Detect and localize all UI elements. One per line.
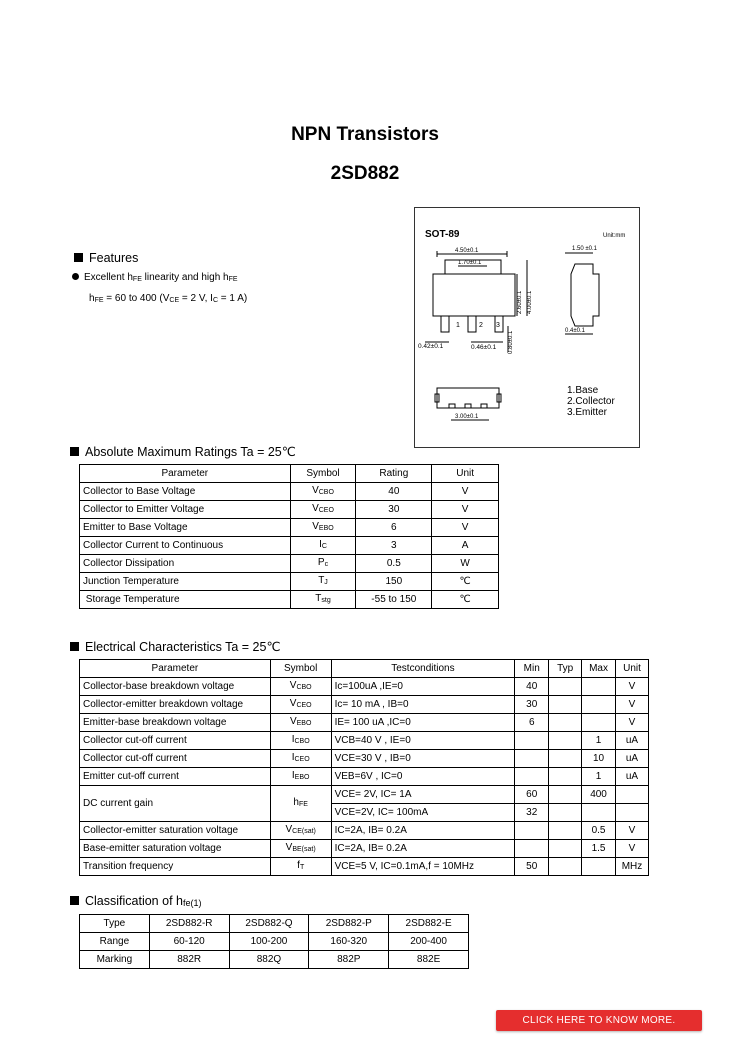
table-cell [515,768,549,786]
table-cell: VCE=2V, IC= 100mA [331,804,515,822]
table-cell: Emitter cut-off current [80,768,271,786]
table-cell: $T_{stg}$ [290,591,356,609]
classification-heading: Classification of $h_{fe(1)}$ [70,894,201,908]
table-cell: 882E [389,951,469,969]
table-cell: Collector Dissipation [80,555,291,573]
table-cell: 1 [582,732,616,750]
know-more-button[interactable]: CLICK HERE TO KNOW MORE. [496,1010,702,1031]
table-row [80,519,499,537]
table-row [80,768,649,786]
table-cell: V [616,714,649,732]
table-cell: 3 [356,537,432,555]
table-row [80,858,649,876]
table-cell: ℃ [432,573,499,591]
elec-heading: Electrical Characteristics Ta = 25℃ [70,639,280,654]
table-cell: Rating [356,465,432,483]
table-cell: Type [80,915,150,933]
dim-1-70: 1.70±0.1 [458,260,482,266]
table-cell: $V_{CEO}$ [290,501,356,519]
table-cell [549,696,582,714]
table-cell: VEB=6V , IC=0 [331,768,515,786]
table-cell: Collector-emitter saturation voltage [80,822,271,840]
table-cell [549,840,582,858]
square-bullet-icon [70,896,79,905]
dim-0-80: 0.80±0.1 [508,330,514,354]
table-cell: $P_c$ [290,555,356,573]
table-row [80,678,649,696]
table-cell: ℃ [432,591,499,609]
table-cell: Transition frequency [80,858,271,876]
table-cell: 882P [309,951,389,969]
table-cell: $V_{EBO}$ [290,519,356,537]
table-header-row [80,465,499,483]
table-cell: IC=2A, IB= 0.2A [331,840,515,858]
table-row [80,786,649,804]
table-cell: $V_{EBO}$ [270,714,331,732]
table-cell: $I_{EBO}$ [270,768,331,786]
classification-table [79,914,469,969]
table-cell: IE= 100 uA ,IC=0 [331,714,515,732]
table-cell: 10 [582,750,616,768]
table-cell: Collector-emitter breakdown voltage [80,696,271,714]
dim-0-42: 0.42±0.1 [418,343,444,350]
table-row [80,840,649,858]
square-bullet-icon [70,642,79,651]
table-cell: Storage Temperature [80,591,291,609]
table-cell: 30 [356,501,432,519]
table-cell: MHz [616,858,649,876]
dim-1-50: 1.50 ±0.1 [572,246,597,252]
table-cell: 2SD882-Q [229,915,309,933]
table-cell: $I_C$ [290,537,356,555]
table-cell: VCB=40 V , IE=0 [331,732,515,750]
table-cell [515,840,549,858]
table-cell: 200-400 [389,933,469,951]
table-cell: Symbol [290,465,356,483]
table-cell: 6 [356,519,432,537]
table-cell: $I_{CEO}$ [270,750,331,768]
table-cell [515,732,549,750]
table-cell: VCE=30 V , IB=0 [331,750,515,768]
table-cell: $f_T$ [270,858,331,876]
table-header-row [80,660,649,678]
table-row [80,555,499,573]
table-cell [582,858,616,876]
absmax-table [79,464,499,609]
table-cell: 882Q [229,951,309,969]
table-cell: 1 [582,768,616,786]
table-cell: Collector cut-off current [80,732,271,750]
table-cell: $V_{CE(sat)}$ [270,822,331,840]
table-cell: $h_{FE}$ [270,786,331,822]
table-cell: 0.5 [582,822,616,840]
dim-0-46: 0.46±0.1 [471,344,497,351]
table-cell [549,714,582,732]
table-cell: 100-200 [229,933,309,951]
dim-0-4: 0.4±0.1 [565,328,585,334]
square-bullet-icon [74,253,83,262]
table-cell: Base-emitter saturation voltage [80,840,271,858]
table-cell: Min [515,660,549,678]
table-cell [549,678,582,696]
table-cell: DC current gain [80,786,271,822]
table-header-row [80,915,469,933]
dim-2-60: 2.60±0.1 [517,290,523,314]
table-row [80,573,499,591]
table-cell: 40 [515,678,549,696]
table-row [80,591,499,609]
table-cell: Ic=100uA ,IE=0 [331,678,515,696]
table-cell: 32 [515,804,549,822]
table-row [80,483,499,501]
table-cell: V [616,696,649,714]
table-cell: 400 [582,786,616,804]
table-cell: V [432,501,499,519]
table-cell: V [616,822,649,840]
table-cell: 2SD882-R [149,915,229,933]
square-bullet-icon [70,447,79,456]
table-cell: 50 [515,858,549,876]
table-cell [582,714,616,732]
table-cell: 60 [515,786,549,804]
table-cell: VCE=5 V, IC=0.1mA,f = 10MHz [331,858,515,876]
table-cell: Collector-base breakdown voltage [80,678,271,696]
table-cell: 150 [356,573,432,591]
table-cell: Ic= 10 mA , IB=0 [331,696,515,714]
table-cell: $T_J$ [290,573,356,591]
table-cell: Parameter [80,465,291,483]
table-cell: 2SD882-P [309,915,389,933]
package-name: SOT-89 [425,229,460,240]
table-cell [582,696,616,714]
table-cell: $V_{CEO}$ [270,696,331,714]
pin-legend: 1.Base 2.Collector 3.Emitter [567,385,615,418]
table-cell: VCE= 2V, IC= 1A [331,786,515,804]
dim-4-50: 4.50±0.1 [455,248,479,254]
table-cell [582,678,616,696]
unit-label: Unit:mm [603,233,626,239]
table-row [80,714,649,732]
table-row [80,750,649,768]
table-cell: -55 to 150 [356,591,432,609]
table-cell: W [432,555,499,573]
table-row [80,951,469,969]
table-cell: uA [616,732,649,750]
table-cell: V [432,519,499,537]
table-cell: V [616,678,649,696]
table-cell: uA [616,768,649,786]
pin-3-label: 3 [496,322,500,329]
round-bullet-icon [72,273,79,280]
table-cell: Max [582,660,616,678]
table-cell: 160-320 [309,933,389,951]
table-cell [549,786,582,804]
part-number: 2SD882 [330,163,400,184]
dim-3-00: 3.00±0.1 [455,414,479,420]
table-row [80,696,649,714]
table-cell: Collector to Base Voltage [80,483,291,501]
table-cell: V [616,840,649,858]
table-cell: A [432,537,499,555]
table-cell: Typ [549,660,582,678]
table-cell: $V_{CBO}$ [290,483,356,501]
dim-4-00: 4.00±0.1 [527,290,533,314]
table-cell: Parameter [80,660,271,678]
table-cell [616,786,649,804]
table-row [80,933,469,951]
page-title: NPN Transistors [291,124,439,145]
table-cell: uA [616,750,649,768]
pin-2-label: 2 [479,322,483,329]
table-row [80,822,649,840]
table-cell: Symbol [270,660,331,678]
table-cell: Unit [616,660,649,678]
package-drawing [414,207,640,448]
table-cell: Unit [432,465,499,483]
table-cell: 882R [149,951,229,969]
table-cell [549,858,582,876]
table-cell [549,732,582,750]
table-cell: 30 [515,696,549,714]
table-cell [549,822,582,840]
table-cell: Testconditions [331,660,515,678]
table-cell: Collector to Emitter Voltage [80,501,291,519]
feature-line-2: $h_{FE} = 60$ to 400 ($V_{CE} = 2$ V, $I_C = 1$ A) [89,293,248,304]
table-cell: IC=2A, IB= 0.2A [331,822,515,840]
table-cell: 40 [356,483,432,501]
table-cell: $I_{CBO}$ [270,732,331,750]
table-row [80,537,499,555]
elec-table [79,659,649,876]
table-cell: 60-120 [149,933,229,951]
table-cell: Range [80,933,150,951]
table-cell: Emitter-base breakdown voltage [80,714,271,732]
table-cell: V [432,483,499,501]
table-cell [549,768,582,786]
pin-1-label: 1 [456,322,460,329]
table-cell [515,822,549,840]
table-cell: Collector cut-off current [80,750,271,768]
table-cell: 6 [515,714,549,732]
table-cell [582,804,616,822]
table-cell: Emitter to Base Voltage [80,519,291,537]
absmax-heading: Absolute Maximum Ratings Ta = 25℃ [70,444,296,459]
table-cell: Collector Current to Continuous [80,537,291,555]
table-row [80,732,649,750]
features-heading: Features [74,251,138,265]
table-cell [549,750,582,768]
table-cell [616,804,649,822]
table-cell: 2SD882-E [389,915,469,933]
table-cell: Marking [80,951,150,969]
table-cell: $V_{CBO}$ [270,678,331,696]
table-cell: 1.5 [582,840,616,858]
table-cell: $V_{BE(sat)}$ [270,840,331,858]
table-cell [515,750,549,768]
table-cell [549,804,582,822]
feature-line-1: Excellent $h_{FE}$ linearity and high $h_{FE}$ [72,272,238,283]
table-row [80,501,499,519]
table-cell: 0.5 [356,555,432,573]
table-cell: Junction Temperature [80,573,291,591]
